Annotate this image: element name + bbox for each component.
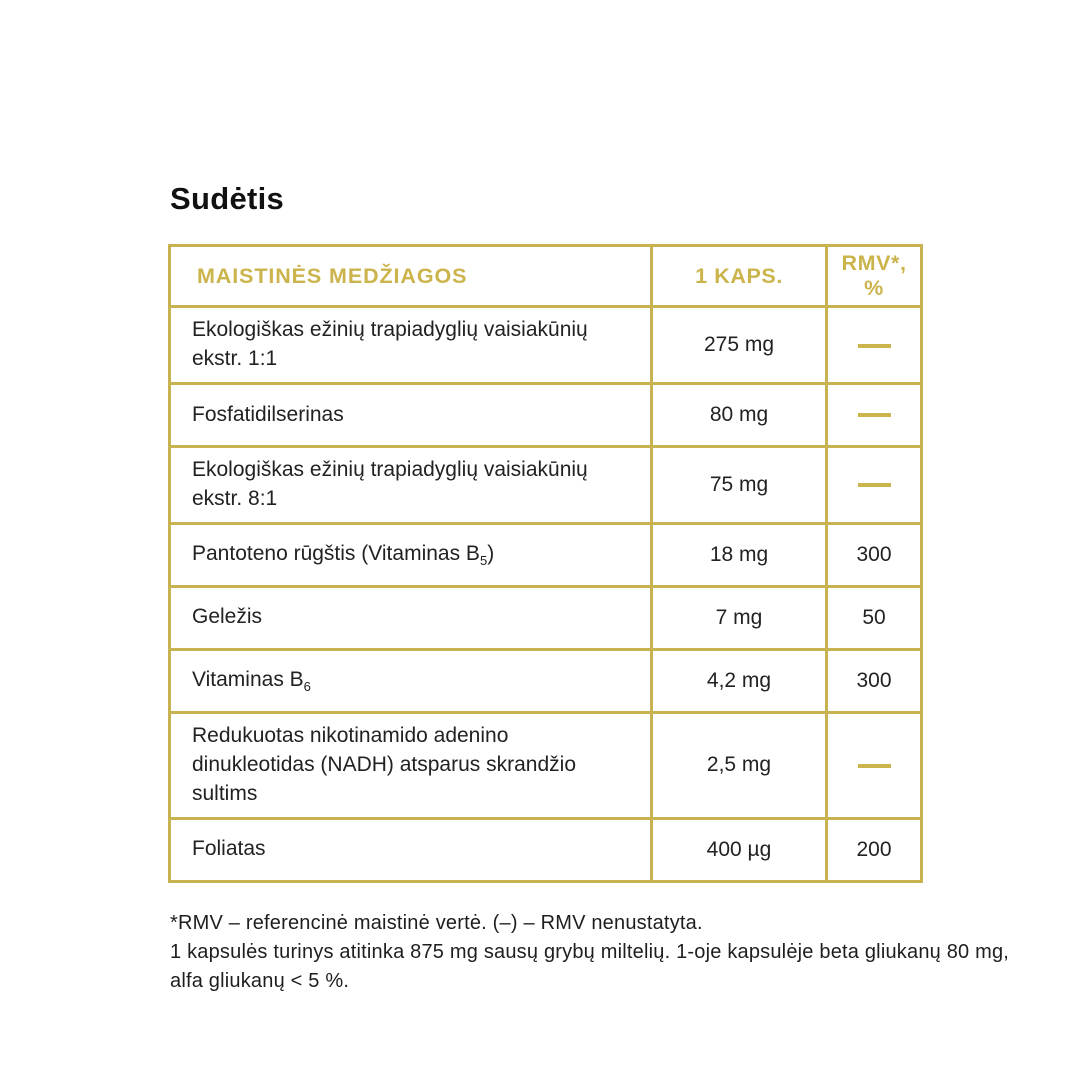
header-rmv: RMV*, % (827, 246, 922, 307)
nutrient-name: Ekologiškas ežinių trapiadyglių vaisiakūnių ekstr. 1:1 (170, 307, 652, 384)
table-row (170, 384, 922, 447)
nutrient-name: Ekologiškas ežinių trapiadyglių vaisiakūnių ekstr. 8:1 (170, 447, 652, 524)
table-row (170, 307, 922, 384)
nutrient-rmv: 300 (827, 649, 922, 712)
nutrient-rmv: 300 (827, 523, 922, 586)
nutrient-name: Redukuotas nikotinamido adenino dinukleotidas (NADH) atsparus skrandžio sultims (170, 712, 652, 818)
nutrient-name: Fosfatidilserinas (170, 384, 652, 447)
nutrient-name: Vitaminas $B_6$ (170, 649, 652, 712)
table-row (170, 523, 922, 586)
table-row (170, 649, 922, 712)
table-row (170, 447, 922, 524)
nutrient-amount: 7 mg (652, 586, 827, 649)
nutrient-rmv (827, 712, 922, 818)
nutrient-rmv: 200 (827, 818, 922, 881)
table-row (170, 818, 922, 881)
page-title: Sudėtis (170, 181, 285, 216)
vitamin-subscript: 6 (303, 679, 311, 695)
footnotes (170, 909, 1010, 996)
nutrient-amount: 400 µg (652, 818, 827, 881)
table-row (170, 712, 922, 818)
nutrient-rmv (827, 447, 922, 524)
table-header-row (170, 246, 922, 307)
nutrient-rmv: 50 (827, 586, 922, 649)
rmv-dash (858, 764, 891, 768)
footnote-capsule-content-2: alfa gliukanų < 5 %. (170, 969, 350, 992)
rmv-dash (858, 413, 891, 417)
nutrient-name: Geležis (170, 586, 652, 649)
header-nutrients: MAISTINĖS MEDŽIAGOS (170, 246, 652, 307)
header-per-capsule: 1 KAPS. (652, 246, 827, 307)
footnote-capsule-content-1: 1 kapsulės turinys atitinka 875 mg sausų grybų miltelių. 1-oje kapsulėje beta gliukanų 80 mg, (170, 940, 1010, 963)
nutrient-amount: 75 mg (652, 447, 827, 524)
footnote-rmv-definition: *RMV – referencinė maistinė vertė. (–) – RMV nenustatyta. (170, 911, 703, 934)
nutrient-amount: 4,2 mg (652, 649, 827, 712)
nutrient-amount: 2,5 mg (652, 712, 827, 818)
vitamin-subscript: 5 (479, 553, 488, 569)
nutrient-rmv (827, 384, 922, 447)
nutrients-table (168, 244, 923, 883)
rmv-dash (858, 483, 891, 487)
composition-section (168, 181, 1010, 996)
nutrient-rmv (827, 307, 922, 384)
nutrient-name: Pantoteno rūgštis (Vitaminas $B_5$) (170, 523, 652, 586)
nutrient-amount: 80 mg (652, 384, 827, 447)
nutrient-name: Foliatas (170, 818, 652, 881)
rmv-dash (858, 344, 891, 348)
nutrient-amount: 18 mg (652, 523, 827, 586)
nutrient-amount: 275 mg (652, 307, 827, 384)
table-row (170, 586, 922, 649)
